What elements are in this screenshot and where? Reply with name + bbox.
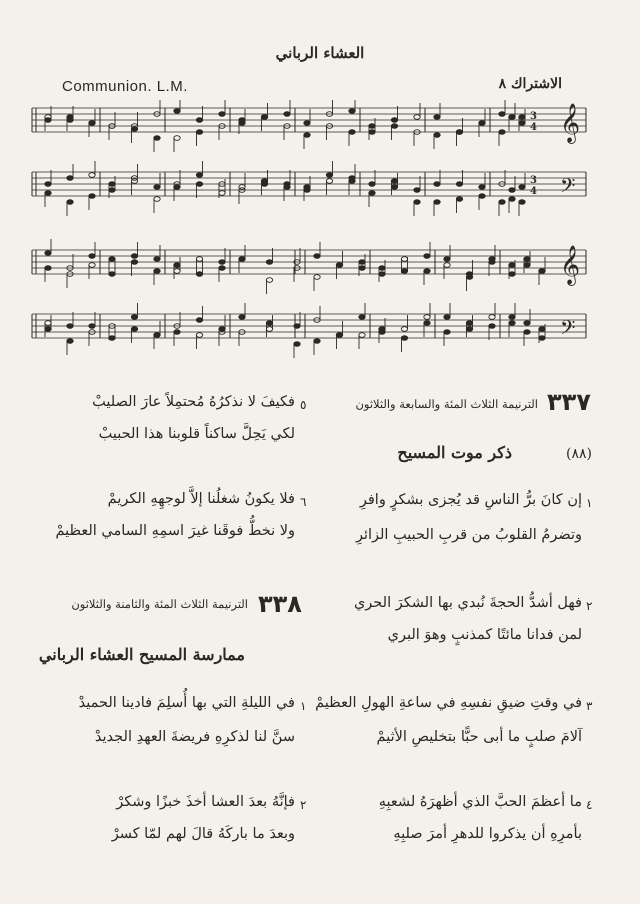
note-head bbox=[509, 197, 515, 202]
note-head bbox=[109, 257, 115, 262]
note-head bbox=[131, 127, 137, 132]
left-stanza2-line1: فإنَّهُ بعدَ العشا أخذَ خبزًا وشكرْ bbox=[116, 794, 295, 810]
note-head bbox=[479, 121, 485, 126]
note-head bbox=[444, 263, 450, 268]
note-head bbox=[174, 185, 180, 190]
note-head bbox=[509, 188, 515, 193]
note-head bbox=[284, 112, 290, 117]
hymn-338-subtitle: ممارسة المسيح العشاء الرباني bbox=[38, 645, 245, 664]
right-stanza3-line2: آلامَ صلبٍ ما أبى حبًّا بتخليصِ الأثيمْ bbox=[376, 729, 582, 745]
hymn-337-number: ٣٣٧ bbox=[547, 388, 591, 416]
note-head bbox=[261, 115, 267, 120]
note-head bbox=[456, 182, 462, 187]
note-head bbox=[131, 254, 137, 259]
note-head bbox=[219, 260, 225, 265]
page-title: العشاء الرباني bbox=[275, 44, 365, 62]
note-head bbox=[499, 130, 505, 135]
right-stanza2-line1: فهل أشدُّ الحجةَ نُبدي بها الشكرَ الحري bbox=[353, 595, 582, 611]
note-head bbox=[509, 263, 515, 268]
note-head bbox=[89, 121, 95, 126]
note-head bbox=[499, 200, 505, 205]
note-head bbox=[89, 263, 95, 268]
note-head bbox=[45, 251, 51, 256]
tune-name: Communion. L.M. bbox=[62, 78, 188, 95]
note-head bbox=[391, 118, 397, 123]
note-head bbox=[131, 327, 137, 332]
note-head bbox=[401, 269, 407, 274]
note-head bbox=[314, 254, 320, 259]
note-head bbox=[45, 266, 51, 271]
left-stanza2-number: ٢ bbox=[300, 798, 307, 812]
right-stanza2-number: ٢ bbox=[586, 599, 593, 613]
note-head bbox=[391, 179, 397, 184]
note-head bbox=[519, 200, 525, 205]
right-stanza3-number: ٣ bbox=[586, 699, 593, 713]
note-head bbox=[391, 124, 397, 129]
note-head bbox=[266, 327, 272, 332]
note-head bbox=[466, 321, 472, 326]
note-head bbox=[509, 321, 515, 326]
music-score bbox=[30, 100, 590, 362]
note-head bbox=[414, 115, 420, 120]
note-head bbox=[174, 269, 180, 274]
note-head bbox=[314, 339, 320, 344]
right-stanza1-line1: إن كانَ برُّ الناسِ قد يُجزى بشكرٍ وافرِ bbox=[359, 492, 582, 508]
note-head bbox=[524, 257, 530, 262]
note-head bbox=[196, 173, 202, 178]
note-head bbox=[359, 260, 365, 265]
note-head bbox=[401, 257, 407, 262]
note-head bbox=[519, 115, 525, 120]
note-head bbox=[489, 260, 495, 265]
note-head bbox=[89, 254, 95, 259]
note-head bbox=[109, 188, 115, 193]
note-head bbox=[67, 339, 73, 344]
right-stanza4-number: ٤ bbox=[586, 798, 593, 812]
note-head bbox=[424, 269, 430, 274]
note-head bbox=[67, 115, 73, 120]
note-head bbox=[294, 324, 300, 329]
note-head bbox=[67, 324, 73, 329]
note-head bbox=[196, 182, 202, 187]
note-head bbox=[466, 327, 472, 332]
note-head bbox=[349, 130, 355, 135]
note-head bbox=[196, 118, 202, 123]
note-head bbox=[434, 133, 440, 138]
svg-text:𝄞: 𝄞 bbox=[560, 245, 581, 285]
note-head bbox=[89, 324, 95, 329]
note-head bbox=[444, 257, 450, 262]
note-head bbox=[539, 269, 545, 274]
svg-text:𝄢: 𝄢 bbox=[560, 316, 576, 344]
note-head bbox=[131, 315, 137, 320]
note-head bbox=[499, 112, 505, 117]
note-head bbox=[524, 263, 530, 268]
note-head bbox=[391, 185, 397, 190]
svg-text:3: 3 bbox=[530, 175, 537, 186]
note-head bbox=[174, 263, 180, 268]
note-head bbox=[369, 124, 375, 129]
note-head bbox=[154, 185, 160, 190]
left-stanza5-line2: لكي يَحِلَّ ساكناً قلوبنا هذا الحبيبْ bbox=[98, 426, 295, 442]
note-head bbox=[219, 266, 225, 271]
note-head bbox=[266, 260, 272, 265]
note-head bbox=[456, 130, 462, 135]
right-stanza2-line2: لمن فدانا مائتًا كمذنبٍ وهوَ البري bbox=[387, 627, 582, 643]
note-head bbox=[424, 315, 430, 320]
note-head bbox=[424, 321, 430, 326]
note-head bbox=[509, 115, 515, 120]
note-head bbox=[45, 321, 51, 326]
tune-label: الاشتراك ٨ bbox=[498, 76, 562, 92]
hymn-337-tune-ref: (٨٨) bbox=[566, 446, 592, 462]
note-head bbox=[154, 257, 160, 262]
note-head bbox=[154, 136, 160, 141]
note-head bbox=[304, 133, 310, 138]
note-head bbox=[414, 200, 420, 205]
note-head bbox=[336, 333, 342, 338]
note-head bbox=[369, 191, 375, 196]
note-head bbox=[359, 333, 365, 338]
hymn-337-subtitle: ذكر موت المسيح bbox=[397, 443, 512, 462]
note-head bbox=[349, 179, 355, 184]
note-head bbox=[379, 327, 385, 332]
note-head bbox=[131, 179, 137, 184]
note-head bbox=[219, 112, 225, 117]
left-stanza5-number: ٥ bbox=[300, 398, 307, 412]
note-head bbox=[524, 321, 530, 326]
hymn-338-number: ٣٣٨ bbox=[258, 590, 302, 618]
left-stanza1-line2: سنَّ لنا لذكرِهِ فريضةَ العهدِ الجديدْ bbox=[94, 729, 295, 745]
note-head bbox=[239, 315, 245, 320]
note-head bbox=[304, 121, 310, 126]
note-head bbox=[196, 272, 202, 277]
note-head bbox=[489, 324, 495, 329]
svg-text:3: 3 bbox=[530, 111, 537, 122]
note-head bbox=[196, 333, 202, 338]
svg-text:𝄞: 𝄞 bbox=[560, 103, 581, 143]
note-head bbox=[239, 257, 245, 262]
note-head bbox=[131, 260, 137, 265]
note-head bbox=[401, 336, 407, 341]
note-head bbox=[67, 200, 73, 205]
svg-text:𝄢: 𝄢 bbox=[560, 174, 576, 202]
note-head bbox=[67, 176, 73, 181]
note-head bbox=[401, 327, 407, 332]
note-head bbox=[434, 200, 440, 205]
note-head bbox=[45, 191, 51, 196]
left-stanza2-line2: وبعدَ ما باركَهُ قالَ لهم لمّا كسرْ bbox=[111, 826, 295, 842]
note-head bbox=[444, 315, 450, 320]
note-head bbox=[89, 173, 95, 178]
note-head bbox=[489, 315, 495, 320]
note-head bbox=[519, 121, 525, 126]
note-head bbox=[466, 275, 472, 280]
right-stanza1-number: ١ bbox=[586, 496, 593, 510]
note-head bbox=[266, 321, 272, 326]
right-stanza1-line2: وتضرمُ القلوبُ من قربِ الحبيبِ الزائرِ bbox=[355, 527, 582, 543]
note-head bbox=[196, 257, 202, 262]
note-head bbox=[369, 130, 375, 135]
note-head bbox=[326, 173, 332, 178]
note-head bbox=[359, 266, 365, 271]
note-head bbox=[519, 185, 525, 190]
note-head bbox=[109, 336, 115, 341]
note-head bbox=[509, 272, 515, 277]
note-head bbox=[239, 118, 245, 123]
note-head bbox=[414, 188, 420, 193]
note-head bbox=[369, 182, 375, 187]
note-head bbox=[434, 182, 440, 187]
svg-text:4: 4 bbox=[530, 186, 537, 197]
hymn-338-heading: الترنيمة الثلاث المئة والثامنة والثلاثون bbox=[71, 597, 248, 611]
note-head bbox=[326, 179, 332, 184]
note-head bbox=[45, 182, 51, 187]
note-head bbox=[304, 185, 310, 190]
note-head bbox=[434, 115, 440, 120]
left-stanza6-line2: ولا نخطُّ فوقَنا غيرَ اسمِهِ السامي العظيمْ bbox=[55, 523, 295, 539]
note-head bbox=[444, 330, 450, 335]
note-head bbox=[539, 336, 545, 341]
hymn-337-heading: الترنيمة الثلاث المئة والسابعة والثلاثون bbox=[355, 397, 538, 411]
note-head bbox=[89, 194, 95, 199]
note-head bbox=[219, 191, 225, 196]
note-head bbox=[294, 342, 300, 347]
note-head bbox=[379, 266, 385, 271]
note-head bbox=[109, 182, 115, 187]
note-head bbox=[424, 254, 430, 259]
clefs bbox=[530, 103, 580, 344]
left-stanza6-number: ٦ bbox=[300, 495, 307, 509]
right-stanza3-line1: في وقتِ ضيقِ نفسِهِ في ساعةِ الهولِ العظيمْ bbox=[315, 695, 582, 711]
note-head bbox=[154, 197, 160, 202]
note-head bbox=[479, 194, 485, 199]
note-head bbox=[539, 327, 545, 332]
note-head bbox=[196, 318, 202, 323]
note-head bbox=[196, 130, 202, 135]
note-head bbox=[379, 272, 385, 277]
note-head bbox=[284, 185, 290, 190]
bar-lines bbox=[32, 108, 586, 338]
note-head bbox=[45, 327, 51, 332]
note-head bbox=[154, 269, 160, 274]
note-head bbox=[349, 109, 355, 114]
note-head bbox=[509, 315, 515, 320]
left-stanza1-line1: في الليلةِ التي بها أُسلِمَ فادينا الحميدْ bbox=[78, 695, 295, 711]
note-head bbox=[359, 315, 365, 320]
note-head bbox=[174, 330, 180, 335]
right-stanza4-line1: ما أعظمَ الحبَّ الذي أظهرَهُ لشعبِهِ bbox=[378, 794, 582, 810]
svg-text:4: 4 bbox=[530, 122, 537, 133]
note-head bbox=[456, 197, 462, 202]
note-head bbox=[524, 330, 530, 335]
note-head bbox=[174, 136, 180, 141]
note-head bbox=[261, 179, 267, 184]
left-stanza5-line1: فكيفَ لا نذكرُهُ مُحتمِلاً عارَ الصليبْ bbox=[92, 394, 295, 410]
left-stanza6-line1: فلا يكونُ شغلُنا إلاَّ لوجهِهِ الكريمْ bbox=[107, 491, 295, 507]
right-stanza4-line2: بأمرِهِ أن يذكروا للدهرِ أمرَ صلبِهِ bbox=[393, 826, 582, 842]
note-head bbox=[479, 185, 485, 190]
note-head bbox=[174, 109, 180, 114]
note-head bbox=[109, 272, 115, 277]
note-head bbox=[266, 278, 272, 283]
note-head bbox=[314, 275, 320, 280]
left-stanza1-number: ١ bbox=[300, 699, 307, 713]
